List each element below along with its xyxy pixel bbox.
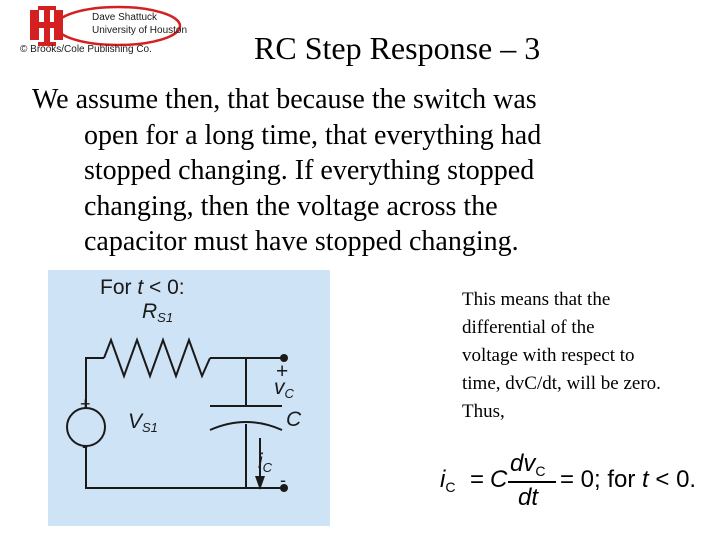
capacitor-label: C [286, 408, 302, 431]
equation-numerator: $dv_C$ [510, 450, 546, 479]
ic-label: iC [258, 450, 273, 475]
side-line: This means that the [462, 289, 611, 310]
source-label: VS1 [128, 410, 158, 435]
equation-coefficient: C [490, 466, 508, 493]
logo-university: University of Houston [92, 25, 188, 36]
side-line: Thus, [462, 401, 505, 422]
side-paragraph [462, 286, 720, 426]
source-plus: + [80, 394, 91, 414]
body-line: We assume then, that because the switch was [32, 84, 537, 115]
body-line: changing, then the voltage across the [84, 190, 498, 222]
slide-title: RC Step Response – 3 [254, 30, 541, 66]
logo-name: Dave Shattuck [92, 12, 158, 23]
vc-minus: - [280, 470, 286, 490]
equation-lhs: $i_C$ [440, 466, 456, 495]
side-line: differential of the [462, 317, 595, 338]
equation-denominator: dt [518, 484, 539, 511]
circuit-diagram [48, 270, 330, 526]
resistor-label: RS1 [142, 300, 174, 325]
equation-tail: = 0; for t < 0. [560, 466, 697, 493]
figure-condition: For t < 0: [100, 276, 185, 299]
source-minus: - [82, 436, 88, 456]
body-paragraph [32, 82, 632, 260]
body-line: capacitor must have stopped changing. [84, 226, 519, 257]
side-line: voltage with respect to [462, 345, 635, 366]
vc-label: vC [274, 376, 294, 401]
body-line: stopped changing. If everything stopped [84, 155, 535, 186]
equation [438, 450, 708, 520]
logo-copyright: © Brooks/Cole Publishing Co. [20, 44, 152, 55]
university-logo [18, 4, 188, 62]
body-line: open for a long time, that everything had [84, 119, 542, 151]
side-line: time, dvC/dt, will be zero. [462, 373, 661, 394]
equation-equals: = [470, 466, 485, 493]
vc-plus: + [276, 360, 289, 383]
fraction-bar [508, 481, 556, 483]
